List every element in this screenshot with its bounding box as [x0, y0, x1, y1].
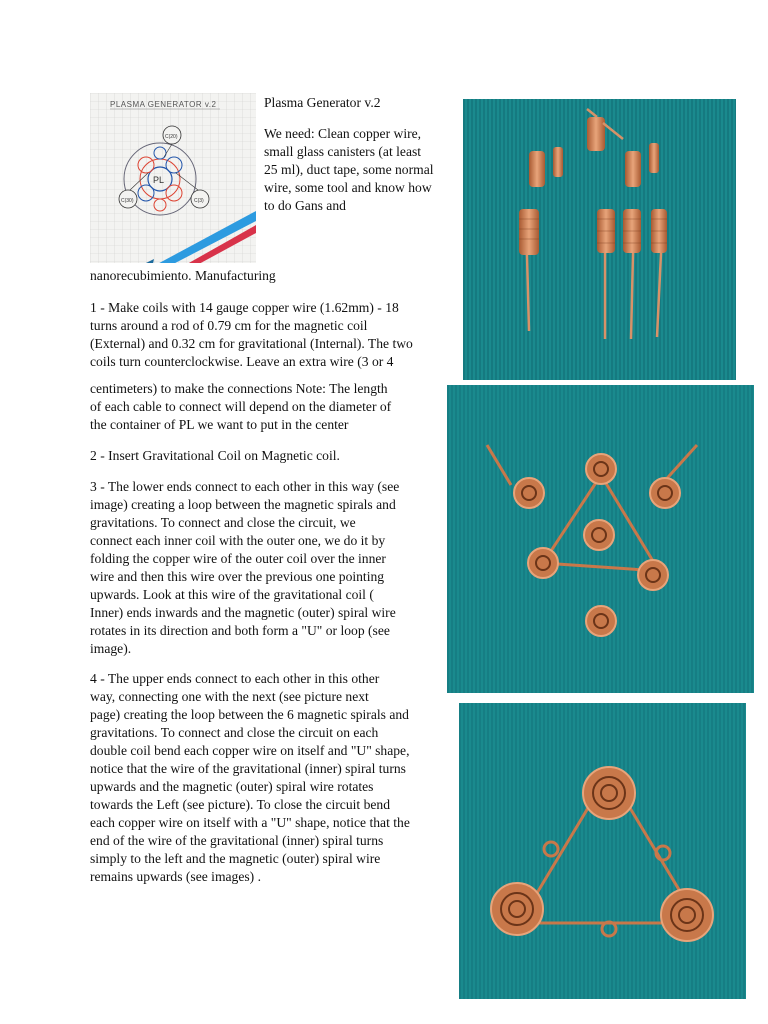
- sketch-coil-label-right: C(3): [194, 198, 204, 204]
- page-title: Plasma Generator v.2: [264, 95, 381, 110]
- lower-ends-photo: [447, 385, 754, 693]
- intro-continued: nanorecubimiento. Manufacturing: [90, 268, 276, 283]
- coils-photo: [463, 99, 736, 380]
- sketch-center-label: PL: [153, 175, 165, 185]
- sketch-photo: [90, 93, 256, 263]
- sketch-coil-label-top: C(20): [165, 134, 178, 140]
- intro-paragraph: We need: Clean copper wire, small glass canisters (at least 25 ml), duct tape, some normal wire, some tool and know how to do Gans and: [264, 126, 434, 213]
- upper-ends-photo: [459, 703, 746, 999]
- step-4-paragraph: 4 - The upper ends connect to each other in this other way, connecting one with the next (see picture next page) creating the loop between the 6 magnetic spirals and gravitations. To connect and close the circuit on each double coil bend each copper wire on itself and "U" shape, notice that the wire of the gravitational (inner) spiral turns upwards and the magnetic (outer) spiral wire rotates towards the Left (see picture). To close the circuit bend each copper wire on itself with a "U" shape, notice that the end of the wire of the gravitational (inner) spiral turns simply to the left and the magnetic (outer) spiral wire remains upwards (see images) .: [90, 671, 410, 884]
- step-2-paragraph: 2 - Insert Gravitational Coil on Magnetic coil.: [90, 448, 340, 463]
- step-1-continued: centimeters) to make the connections Note: The length of each cable to connect will depend on the diameter of the container of PL we want to put in the center: [90, 381, 392, 432]
- sketch-coil-label-left: C(30): [121, 198, 134, 204]
- step-1-paragraph: 1 - Make coils with 14 gauge copper wire (1.62mm) - 18 turns around a rod of 0.79 cm for the magnetic coil (External) and 0.32 cm for gravitational (Internal). The two coils turn counterclockwise. Leave an extra wire (3 or 4: [90, 300, 413, 369]
- sketch-heading: PLASMA GENERATOR v.2: [110, 100, 217, 109]
- step-3-paragraph: 3 - The lower ends connect to each other in this way (see image) creating a loop between the magnetic spirals and gravitations. To connect and close the circuit, we connect each inner coil with the outer one, we do it by folding the copper wire of the outer coil over the inner wire and then this wire over the previous one pointing upwards. Look at this wire of the gravitational coil ( Inner) ends inwards and the magnetic (outer) spiral wire rotates in its direction and both form a "U" or loop (see image).: [90, 479, 400, 656]
